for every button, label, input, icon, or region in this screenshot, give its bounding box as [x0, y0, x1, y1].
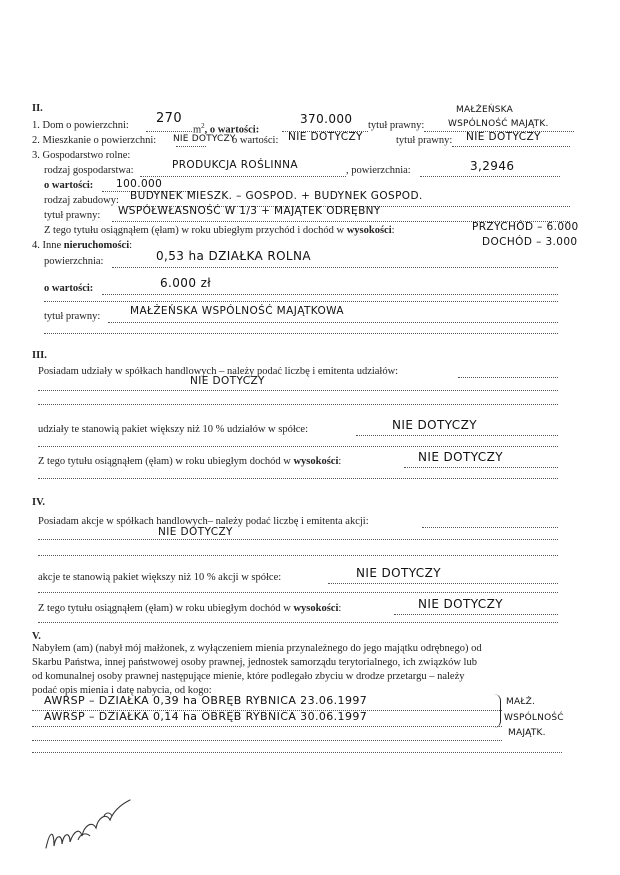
shares-answer: NIE DOTYCZY	[190, 375, 265, 387]
shares-income-label: Z tego tytułu osiągnąłem (ęłam) w roku ubiegłym dochód w wysokości:	[38, 456, 342, 467]
other-area: 0,53 ha DZIAŁKA ROLNA	[156, 249, 311, 263]
house-unit: $m^2$, o wartości:	[193, 122, 260, 136]
stocks-answer: NIE DOTYCZY	[158, 526, 233, 538]
house-area: 270	[156, 111, 183, 126]
acquisition-entry-2: AWRSP – DZIAŁKA 0,14 ha OBRĘB RYBNICA 30.06.1997	[44, 710, 368, 723]
shares-line-4	[38, 478, 558, 479]
flat-title-line	[452, 146, 570, 147]
farm-value: 100.000	[116, 178, 163, 190]
other-blank-line	[44, 301, 558, 302]
shares-intro-line	[458, 377, 558, 378]
section-ii-heading: II.	[32, 103, 43, 114]
flat-label: 2. Mieszkanie o powierzchni:	[32, 135, 157, 146]
stocks-line-1	[38, 539, 558, 540]
house-title-line2: WSPÓLNOŚĆ MAJĄTK.	[448, 119, 549, 129]
shares-over10: NIE DOTYCZY	[392, 418, 477, 432]
farm-area-line	[420, 176, 560, 177]
other-value-line	[102, 294, 558, 295]
acquisition-para-4: podać opis mienia i datę nabycia, od kogo:	[32, 685, 212, 696]
other-area-label: powierzchnia:	[44, 256, 104, 267]
farm-title-label: tytuł prawny:	[44, 210, 101, 221]
house-title-label: tytuł prawny:	[368, 120, 425, 131]
stocks-intro-line	[422, 527, 558, 528]
flat-title-label: tytuł prawny:	[396, 135, 453, 146]
shares-line-3	[38, 446, 558, 447]
shares-line-1	[38, 390, 558, 391]
shares-income: NIE DOTYCZY	[418, 450, 503, 464]
acquisition-entry-1: AWRSP – DZIAŁKA 0,39 ha OBRĘB RYBNICA 23.06.1997	[44, 694, 368, 707]
stocks-over10-line	[328, 583, 558, 584]
farm-value-label: o wartości:	[44, 180, 94, 191]
flat-value-label: o wartości:	[232, 135, 279, 146]
section-iii-heading: III.	[32, 350, 47, 361]
farm-income-label: Z tego tytułu osiągnąłem (ęłam) w roku ubiegłym przychód i dochód w wysokości:	[44, 225, 395, 236]
farm-type-label: rodzaj gospodarstwa:	[44, 165, 134, 176]
stocks-income: NIE DOTYCZY	[418, 597, 503, 611]
acquisition-note-1: MAŁŻ.	[506, 697, 536, 707]
farm-type-line	[140, 176, 346, 177]
stocks-income-label: Z tego tytułu osiągnąłem (ęłam) w roku ubiegłym dochód w wysokości:	[38, 603, 342, 614]
other-area-line	[112, 267, 558, 268]
shares-line-2	[38, 404, 558, 405]
other-blank-line-2	[44, 333, 558, 334]
stocks-over10-label: akcje te stanowią pakiet większy niż 10 % akcji w spółce:	[38, 572, 282, 583]
shares-intro: Posiadam udziały w spółkach handlowych – należy podać liczbę i emitenta udziałów:	[38, 366, 399, 377]
acquisition-brace	[494, 694, 501, 728]
shares-income-line	[404, 467, 558, 468]
house-label: 1. Dom o powierzchni:	[32, 120, 129, 131]
flat-value: NIE DOTYCZY	[288, 131, 363, 143]
house-title-line1: MAŁŻEŃSKA	[456, 105, 513, 115]
farm-type: PRODUKCJA ROŚLINNA	[172, 159, 299, 171]
farm-buildings-label: rodzaj zabudowy:	[44, 195, 119, 206]
other-title-label: tytuł prawny:	[44, 311, 101, 322]
flat-area-line	[176, 146, 206, 147]
other-heading: 4. Inne nieruchomości:	[32, 240, 133, 251]
farm-heading: 3. Gospodarstwo rolne:	[32, 150, 131, 161]
stocks-over10: NIE DOTYCZY	[356, 566, 441, 580]
other-title-line	[108, 322, 558, 323]
acquisition-para-1: Nabyłem (am) (nabył mój małżonek, z wyłączeniem mienia przynależnego do jego majątku odrębnego) od	[32, 643, 482, 654]
acquisition-line-3	[32, 740, 502, 741]
stocks-income-line	[394, 614, 558, 615]
house-value: 370.000	[300, 112, 353, 126]
farm-title: WSPÓŁWŁASNOŚĆ W 1/3 + MAJĄTEK ODRĘBNY	[118, 205, 381, 217]
acquisition-line-2	[32, 726, 502, 727]
farm-revenue: PRZYCHÓD – 6.000	[472, 221, 579, 233]
signature-scribble	[40, 790, 140, 860]
farm-area: 3,2946	[470, 159, 515, 173]
section-v-heading: V.	[32, 631, 41, 642]
other-value: 6.000 zł	[160, 276, 212, 290]
acquisition-para-2: Skarbu Państwa, innej państwowej osoby prawnej, jednostek samorządu terytorialnego, ich związków lub	[32, 657, 477, 668]
house-area-line	[146, 131, 192, 132]
farm-area-label: , powierzchnia:	[346, 165, 411, 176]
stocks-line-2	[38, 555, 558, 556]
stocks-line-3	[38, 592, 558, 593]
shares-over10-line	[356, 435, 558, 436]
other-title: MAŁŻEŃSKA WSPÓLNOŚĆ MAJĄTKOWA	[130, 305, 344, 317]
stocks-intro: Posiadam akcje w spółkach handlowych– należy podać liczbę i emitenta akcji:	[38, 516, 369, 527]
acquisition-note-2: WSPÓLNOŚĆ	[504, 713, 564, 723]
shares-over10-label: udziały te stanowią pakiet większy niż 10 % udziałów w spółce:	[38, 424, 309, 435]
farm-income: DOCHÓD – 3.000	[482, 236, 578, 248]
flat-area: NIE DOTYCZY	[173, 134, 236, 144]
flat-title: NIE DOTYCZY	[466, 131, 541, 143]
acquisition-note-3: MAJĄTK.	[508, 728, 546, 738]
acquisition-line-4	[32, 752, 562, 753]
section-iv-heading: IV.	[32, 497, 45, 508]
other-value-label: o wartości:	[44, 283, 94, 294]
stocks-line-4	[38, 622, 558, 623]
acquisition-para-3: od komunalnej osoby prawnej następujące mienie, które podlegało zbyciu w drodze przetargu – należy	[32, 671, 465, 682]
farm-buildings: BUDYNEK MIESZK. – GOSPOD. + BUDYNEK GOSPOD.	[130, 190, 423, 202]
